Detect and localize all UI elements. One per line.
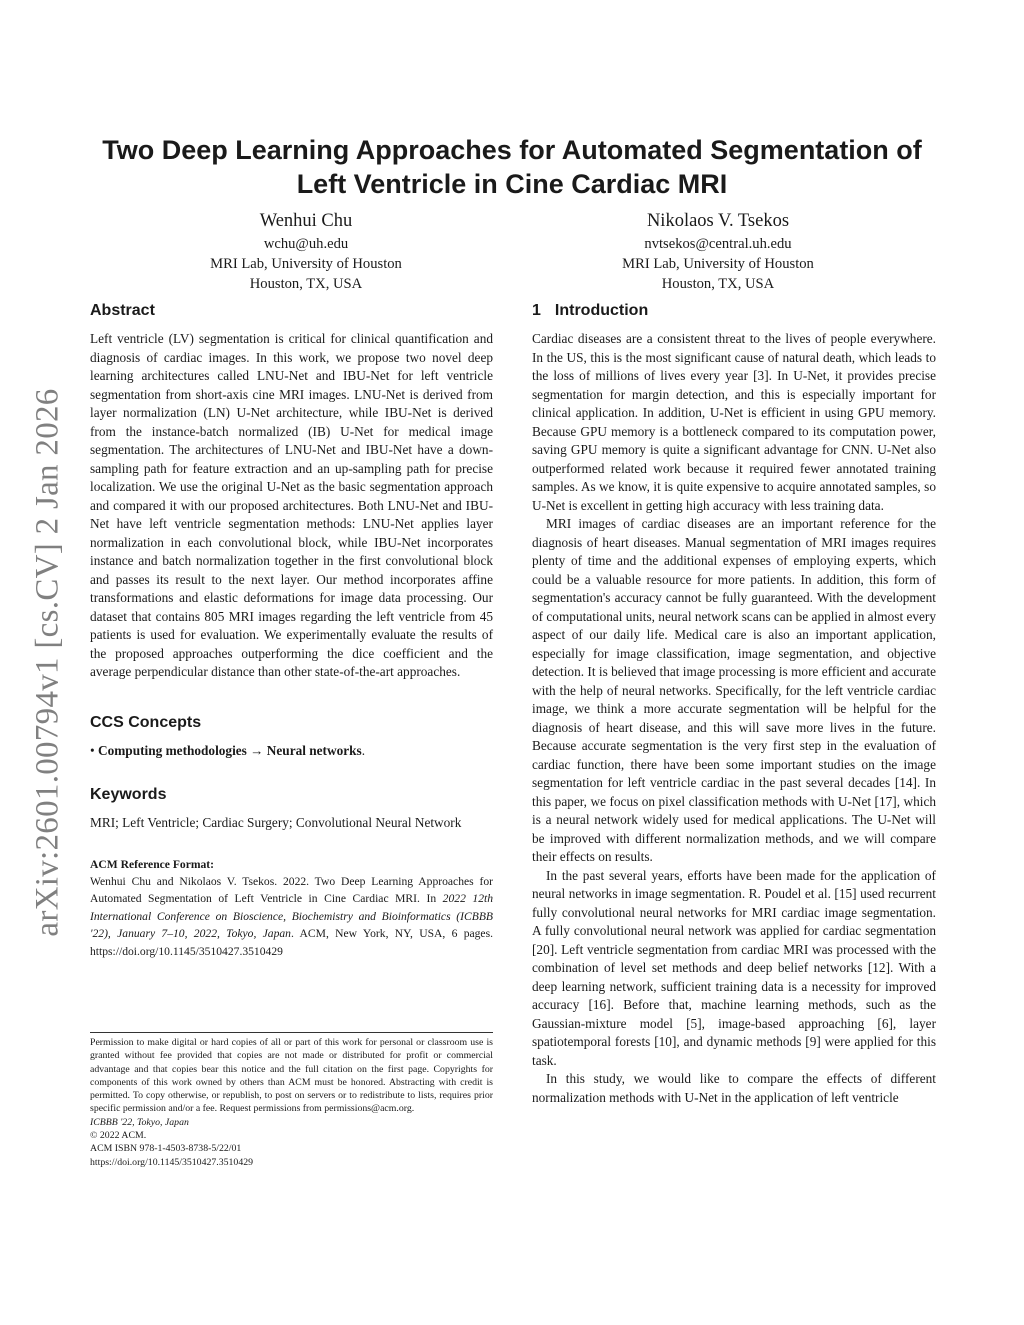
permission-conference: ICBBB '22, Tokyo, Japan	[90, 1116, 189, 1128]
author-email: wchu@uh.edu	[263, 236, 349, 252]
author-block-1	[156, 208, 456, 294]
ccs-section	[90, 712, 493, 761]
author-location: Houston, TX, USA	[249, 276, 363, 292]
permission-copyright: © 2022 ACM.	[90, 1130, 147, 1142]
acm-reference-text	[90, 873, 493, 961]
right-column	[532, 300, 936, 1107]
intro-paragraph: In this study, we would like to compare the effects of different normalization methods with U-Net in the application of left ventricle	[532, 1071, 936, 1105]
author-affiliation: MRI Lab, University of Houston	[622, 256, 814, 272]
permission-doi: https://doi.org/10.1145/3510427.3510429	[90, 1156, 254, 1168]
intro-paragraph: Cardiac diseases are a consistent threat to the lives of people everywhere. In the US, this is the most significant cause of natural death, which leads to the loss of millions of lives every year [3]. In U-Net, it provides precise segmentation for margin detection, and this is especially important for clinical application. In addition, U-Net is efficient in using GPU memory. Because GPU memory is a bottleneck compared to its computation power, saving GPU memory is quite a significant advantage for CNN. U-Net also outperformed related work because it required fewer annotated training samples. As we know, it is quite expensive to acquire annotated samples, so U-Net is excellent in getting high accuracy with less training data.	[532, 331, 936, 513]
acm-reference-authors: Wenhui Chu and Nikolaos V. Tsekos. 2022. Two Deep Learning Approaches for Automated Segmentation of Left Ventricle in Cine Cardiac MRI. In	[90, 874, 493, 906]
ccs-concept-text: Computing methodologies → Neural networks	[97, 742, 362, 758]
author-name: Wenhui Chu	[259, 211, 353, 231]
ccs-concepts	[90, 742, 493, 761]
abstract-section	[90, 300, 493, 682]
acm-reference-heading: ACM Reference Format:	[90, 857, 215, 871]
keywords-section	[90, 784, 493, 833]
author-location: Houston, TX, USA	[661, 276, 775, 292]
ccs-bullet: •	[90, 742, 95, 758]
keywords-heading: Keywords	[90, 786, 167, 803]
author-email: nvtsekos@central.uh.edu	[644, 236, 792, 252]
left-column	[90, 300, 493, 960]
permission-footnote	[90, 1032, 493, 1169]
permission-text: Permission to make digital or hard copies of all or part of this work for personal or classroom use is granted without fee provided that copies are not made or distributed for profit or commercial advantage and that copies bear this notice and the full citation on the first page. Copyrights for components of this work owned by others than ACM must be honored. Abstracting with credit is permitted. To copy otherwise, or republish, to post on servers or to redistribute to lists, requires prior specific permission and/or a fee. Request permissions from permissions@acm.org.	[90, 1037, 493, 1115]
acm-reference-details: . ACM, New York, NY, USA, 6 pages. https://doi.org/10.1145/3510427.3510429	[90, 927, 493, 958]
introduction-section	[532, 300, 936, 1107]
ccs-suffix: .	[361, 742, 366, 758]
introduction-heading	[532, 300, 936, 322]
paper-title: Two Deep Learning Approaches for Automated Segmentation of Left Ventricle in Cine Cardiac MRI	[102, 135, 922, 199]
arxiv-sidebar	[28, 378, 68, 946]
acm-reference-venue: 2022 12th International Conference on Bioscience, Biochemistry and Bioinformatics (ICBBB '22), January 7–10, 2022, Tokyo, Japan	[90, 892, 494, 941]
section-title: Introduction	[554, 302, 649, 319]
abstract-heading: Abstract	[90, 302, 155, 319]
ccs-heading: CCS Concepts	[90, 713, 202, 731]
permission-isbn: ACM ISBN 978-1-4503-8738-5/22/01	[90, 1143, 242, 1155]
author-name: Nikolaos V. Tsekos	[646, 211, 790, 231]
author-block-2	[568, 208, 868, 294]
arxiv-identifier: arXiv:2601.00794v1 [cs.CV] 2 Jan 2026	[29, 387, 66, 937]
section-number: 1	[532, 302, 541, 319]
intro-paragraph: MRI images of cardiac diseases are an important reference for the diagnosis of heart diseases. Manual segmentation of MRI images requires plenty of time and the additional expenses of employing experts, which could be a valuable resource for more patients. In addition, this form of segmentation's accuracy cannot be fully guaranteed. With the development of computational units, neural network scans can be applied in almost every aspect of our daily life. Medical care is also an important application, especially for image classification, image segmentation, and objective detection. It is believed that image processing is more efficient and accurate with the help of neural networks. Specifically, for the left ventricle cardiac image, we think a more accurate segmentation will be helpful for the diagnosis of heart disease, and this will save more lives in the future. Because accurate segmentation is the very first step in the evaluation of cardiac function, there have been some important studies on the image segmentation for left ventricle cardiac in the past several decades [14]. In this paper, we focus on pixel classification methods with U-Net [17], which is a neural network widely used for medical applications. The U-Net will be improved with different normalization methods, and we will compare their effects on results.	[532, 516, 936, 864]
author-affiliation: MRI Lab, University of Houston	[210, 256, 402, 272]
intro-paragraph: In the past several years, efforts have been made for the application of neural networks in image segmentation. R. Poudel et al. [15] used recurrent fully convolutional neural networks for MRI cardiac image segmentation. A fully convolutional neural network was applied for cardiac segmentation [20]. Left ventricle segmentation from cardiac MRI was processed with the combination of level set methods and deep belief networks [12]. With a deep learning network, sufficient training data is a necessity for improved accuracy [16]. Before that, machine learning methods, such as the Gaussian-mixture model [5], image-based approaching [6], layer spatiotemporal forests [10], and dynamic methods [9] were applied for this task.	[532, 867, 936, 1068]
abstract-text: Left ventricle (LV) segmentation is critical for clinical quantification and diagnosis of cardiac images. In this work, we propose two novel deep learning architectures called LNU-Net and IBU-Net for left ventricle segmentation from short-axis cine MRI images. LNU-Net is derived from layer normalization (LN) U-Net architecture, while IBU-Net is derived from the instance-batch normalized (IB) U-Net for medical image segmentation. The architectures of LNU-Net and IBU-Net have a down-sampling path for feature extraction and an up-sampling path for precise localization. We use the original U-Net as the basic segmentation approach and compared it with our proposed architectures. Both LNU-Net and IBU-Net have left ventricle segmentation methods: LNU-Net applies layer normalization in each convolutional block, while IBU-Net incorporates instance and batch normalization together in the first convolutional block and passes its result to the next layer. Our method incorporates affine transformations and elastic deformations for image data processing. Our dataset that contains 805 MRI images regarding the left ventricle from 45 patients is used for evaluation. We experimentally evaluate the results of the proposed approaches outperforming the dice coefficient and the average perpendicular distance than other state-of-the-art approaches.	[90, 331, 493, 679]
keywords-text: MRI; Left Ventricle; Cardiac Surgery; Convolutional Neural Network	[90, 815, 462, 830]
acm-reference-section	[90, 857, 493, 961]
